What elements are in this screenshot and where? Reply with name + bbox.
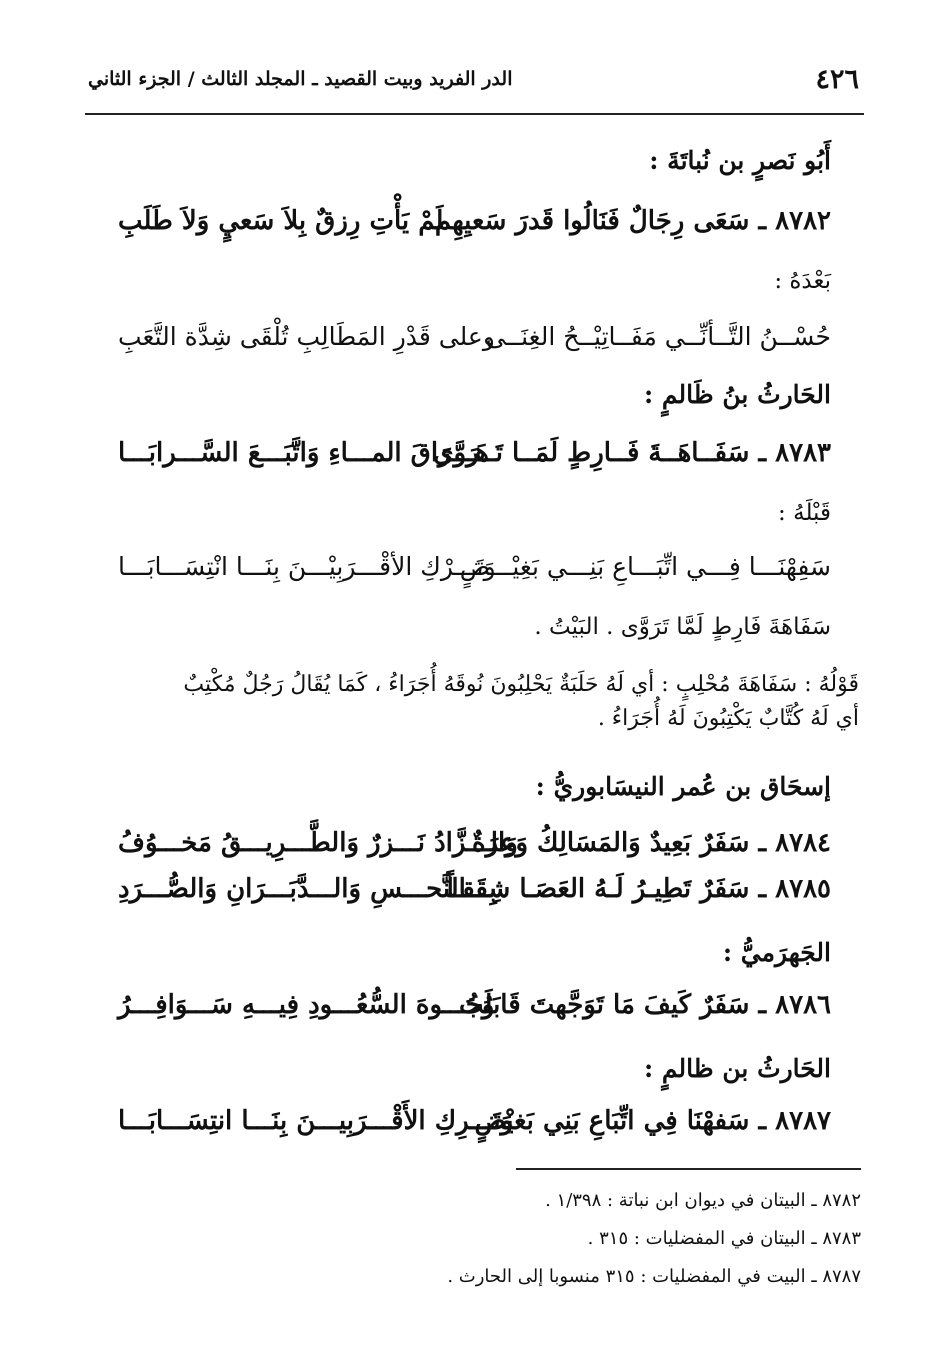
verse-first-hemistich: ٨٧٨٥ ـ سَفَرٌ تَطِيـرُ لَـهُ العَصَـا شِقَقـاً (446, 874, 831, 904)
commentary-line: أي لَهُ كُتَّابٌ يَكْتِبُونَ لَهُ أُجَرَاءُ . (597, 706, 859, 731)
verse-number: ٨٧٨٦ ـ (758, 990, 831, 1020)
poet-heading: الجَهرَميُّ : (722, 938, 831, 967)
verse-first-hemistich: حُسْــنُ التَّــأنِّــي مَفَــاتِيْــحُ الغِنَــى (485, 322, 831, 351)
poet-heading: أَبُو نَصرٍ بن نُباتَةَ : (649, 146, 831, 175)
verse-line (118, 438, 831, 478)
verse-line (118, 828, 831, 868)
verse-number: ٨٧٨٣ ـ (758, 438, 831, 468)
page-header (88, 64, 861, 98)
verse-line (118, 206, 831, 246)
verse-first-hemistich: ٨٧٨٤ ـ سَفَرٌ بَعِيدٌ وَالمَسَالِكُ وَعِرَةٌ (471, 828, 831, 858)
verse-line (118, 1106, 831, 1146)
verse-first-hemistich: ٨٧٨٣ ـ سَفَــاهَــةَ فَــارِطٍ لَمَــا تَــرَوَّى (433, 438, 831, 468)
verse-line (118, 322, 831, 362)
poet-heading: الحَارثُ بنُ ظَالمٍ : (643, 380, 831, 409)
commentary-paragraph (88, 668, 859, 736)
footnote: ٨٧٨٣ ـ البيتان في المفضليات : ٣١٥ . (587, 1228, 861, 1249)
verse-second-hemistich: وعلى قَدْرِ المَطَالِبِ تُلْقَى شِدَّة التَّعَبِ (118, 322, 495, 351)
verse-number: ٨٧٨٢ ـ (758, 206, 831, 236)
page-number: ٤٢٦ (815, 64, 859, 95)
footnote-rule (516, 1168, 861, 1170)
verse-second-hemistich: وَتَـــرِكِ الأَقْـــرَبِيـــنَ بِنَـــا انتِسَـــابَـــا (118, 1106, 514, 1136)
verse-second-hemistich: بِـــالنَّحـــسِ وَالـــدَّبَـــرَانِ وَالصُّـــرَدِ (118, 874, 497, 904)
verse-number: ٨٧٨٤ ـ (758, 828, 831, 858)
verse-first-hemistich: ٨٧٨٧ ـ سَفهْنَا فِي اتِّبَاعِ بَنِي بَغيْضٍ (474, 1106, 831, 1136)
header-rule (85, 113, 864, 115)
verse-first-hemistich: ٨٧٨٦ ـ سَفَرٌ كَيفَ مَا تَوَجَّهتَ قَابَلَتَ (458, 990, 831, 1020)
verse-line (118, 990, 831, 1030)
quoted-verse-line: سَفَاهَةَ فَارِطٍ لَمَّا تَرَوَّى . البَيْتُ . (534, 614, 831, 640)
footnote: ٨٧٨٧ ـ البيت في المفضليات : ٣١٥ منسوبا إلى الحارث . (447, 1266, 861, 1287)
verse-number: ٨٧٨٥ ـ (758, 874, 831, 904)
verse-first-hemistich: ٨٧٨٢ ـ سَعَى رِجَالٌ فَنَالُوا قَدرَ سَعيِهِم (434, 206, 831, 236)
footnote: ٨٧٨٢ ـ البيتان في ديوان ابن نباتة : ١/٣٩٨ . (545, 1190, 861, 1211)
before-label: قَبْلَهُ : (778, 500, 831, 526)
verse-second-hemistich: وَتَـــرْكِ الأقْـــرَبِيْـــنَ بِنَـــا انْتِسَـــابَـــا (118, 552, 496, 581)
verse-first-hemistich: سَفِهْنَـــا فِـــي اتِّبَـــاعِ بَنِـــي بَغِيْـــضٍ (459, 552, 831, 581)
verse-second-hemistich: وَالـــزَّادُ نَـــزرٌ وَالطَّـــرِيـــقُ مَخـــوُفُ (118, 828, 518, 858)
verse-number: ٨٧٨٧ ـ (758, 1106, 831, 1136)
verse-second-hemistich: لَمْ يَأْتِ رِزقٌ بِلاَ سَعيٍ وَلاَ طَلَبِ (118, 206, 444, 236)
commentary-line: قَوْلُهُ : سَفَاهَةَ مُحْلِبٍ : أي لَهُ حَلَبَةٌ يَحْلِبُونَ نُوقَهُ أُجَرَاءُ ، كَمَا يُقَالُ رَجُلٌ مُكْتِبٌ (183, 672, 859, 697)
verse-line (118, 874, 831, 914)
poet-heading: الحَارثُ بن ظالمٍ : (643, 1054, 831, 1083)
verse-line (118, 552, 831, 592)
poet-heading: إسحَاق بن عُمر النيسَابوريُّ : (535, 772, 831, 801)
verse-second-hemistich: وُجُـــوهَ السُّعُـــودِ فِيـــهِ سَـــوَافِـــرُ (118, 990, 495, 1020)
after-label: بَعْدَهُ : (774, 268, 831, 294)
verse-second-hemistich: هَـــرَاقَ المـــاءِ وَاتَّبَـــعَ السَّـــرابَـــا (118, 438, 489, 468)
running-title: الدر الفريد وبيت القصيد ـ المجلد الثالث / الجزء الثاني (88, 68, 513, 90)
